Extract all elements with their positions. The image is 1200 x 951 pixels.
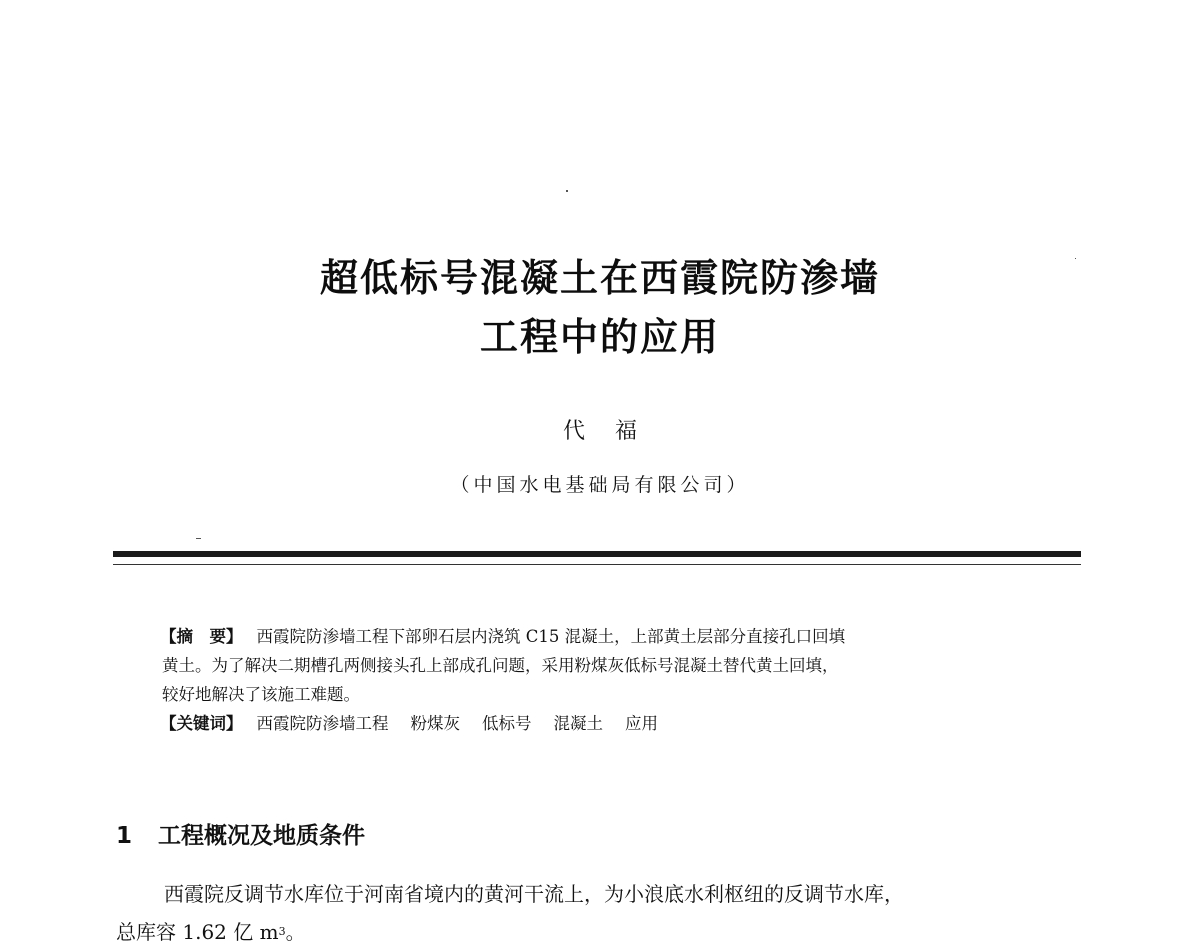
scan-speck (566, 190, 568, 192)
abstract-block (160, 622, 1060, 738)
paper-title-line2: 工程中的应用 (479, 315, 720, 359)
body-line-1: 西霞院反调节水库位于河南省境内的黄河干流上，为小浪底水利枢纽的反调节水库， (164, 882, 904, 906)
section-number: 1 (116, 823, 133, 849)
abstract-label: 【摘 要】 (160, 627, 243, 646)
abstract-line (160, 651, 1060, 680)
scan-speck (196, 538, 201, 539)
keyword-item: 应用 (625, 714, 658, 733)
abstract-text-1: 西霞院防渗墙工程下部卵石层内浇筑 C15 混凝土，上部黄土层部分直接孔口回填 (256, 627, 846, 646)
abstract-line (160, 622, 1060, 651)
author-affiliation: （中国水电基础局有限公司） (450, 474, 750, 496)
abstract-text-3: 较好地解决了该施工难题。 (162, 685, 360, 704)
abstract-line (160, 680, 1060, 709)
header-rule-thick (113, 551, 1081, 557)
keyword-item: 混凝土 (553, 714, 603, 733)
body-paragraph (116, 875, 1086, 951)
scan-speck (1075, 258, 1076, 259)
body-line-2-text: 总库容 1.62 亿 m (116, 920, 279, 944)
paper-title-line1: 超低标号混凝土在西霞院防渗墙 (319, 256, 880, 300)
keyword-item: 西霞院防渗墙工程 (256, 714, 389, 733)
keywords-line (160, 709, 1060, 738)
keywords-label: 【关键词】 (160, 714, 243, 733)
superscript: 3 (278, 925, 286, 938)
author-name: 代福 (562, 419, 667, 444)
body-line-2-end: 。 (285, 920, 306, 944)
header-rule-thin (113, 564, 1081, 565)
abstract-text-2: 黄土。为了解决二期槽孔两侧接头孔上部成孔问题，采用粉煤灰低标号混凝土替代黄土回填， (162, 656, 839, 675)
section-title: 工程概况及地质条件 (158, 823, 366, 849)
section-heading (116, 817, 365, 850)
body-line-2 (116, 913, 1086, 951)
keyword-item: 粉煤灰 (410, 714, 460, 733)
keyword-item: 低标号 (482, 714, 532, 733)
